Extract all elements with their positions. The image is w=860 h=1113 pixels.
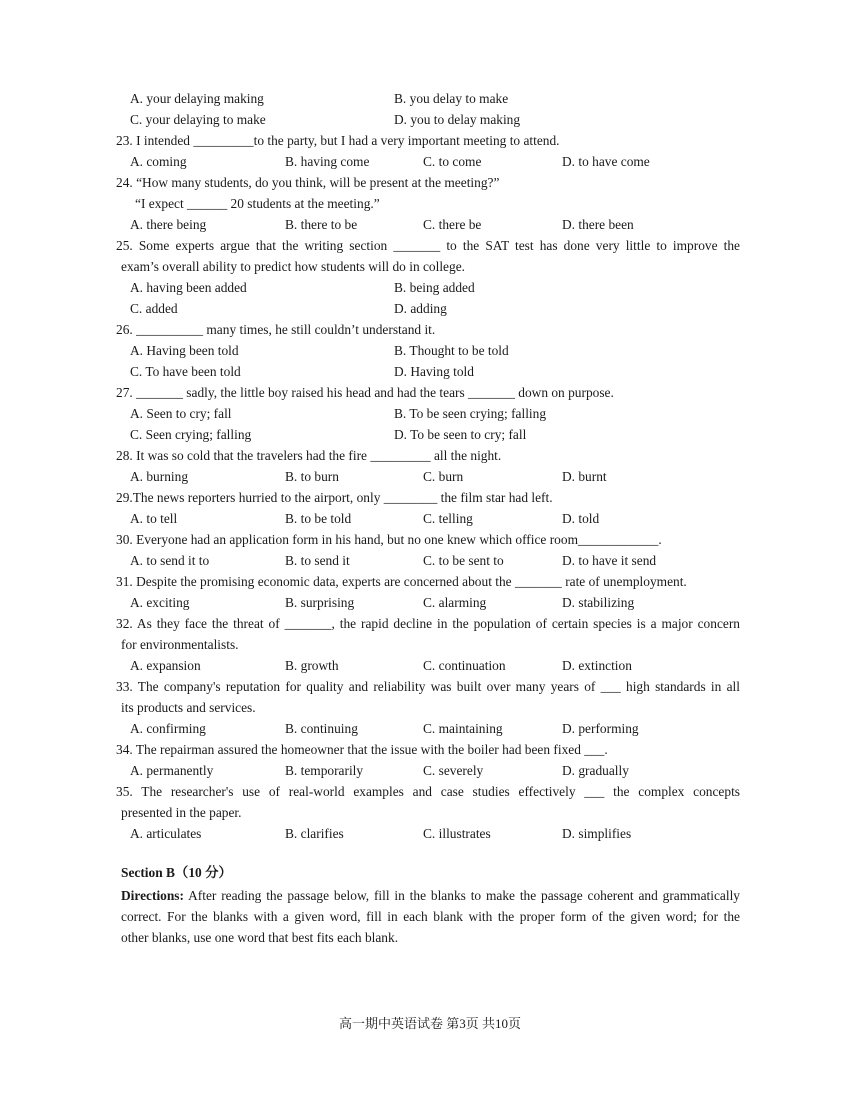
- q28-option-b: B. to burn: [285, 469, 339, 484]
- q24-option-a: A. there being: [130, 217, 207, 232]
- q22-option-d: D. you to delay making: [394, 112, 521, 127]
- q28-option-a: A. burning: [130, 469, 189, 484]
- q23-option-c: C. to come: [423, 154, 482, 169]
- q33-option-d: D. performing: [562, 721, 639, 736]
- section-b-directions-line-3: other blanks, use one word that best fits each blank.: [121, 930, 399, 945]
- q24-option-c: C. there be: [423, 217, 482, 232]
- directions-text-1: After reading the passage below, fill in the blanks to make the passage coherent and grammatically: [183, 888, 740, 903]
- q23-option-a: A. coming: [130, 154, 187, 169]
- q35-option-b: B. clarifies: [285, 826, 344, 841]
- q23-option-d: D. to have come: [562, 154, 650, 169]
- q35-option-a: A. articulates: [130, 826, 202, 841]
- q31-option-d: D. stabilizing: [562, 595, 635, 610]
- q23-stem: 23. I intended _________to the party, but I had a very important meeting to attend.: [116, 133, 560, 148]
- q32-option-a: A. expansion: [130, 658, 201, 673]
- q22-option-c: C. your delaying to make: [130, 112, 266, 127]
- q23-option-b: B. having come: [285, 154, 370, 169]
- q29-stem: 29.The news reporters hurried to the airport, only ________ the film star had left.: [116, 490, 553, 505]
- q32-option-c: C. continuation: [423, 658, 506, 673]
- q35-stem-cont: presented in the paper.: [121, 805, 242, 820]
- section-b-directions-line-1: [121, 888, 740, 904]
- q33-option-c: C. maintaining: [423, 721, 503, 736]
- q26-option-a: A. Having been told: [130, 343, 239, 358]
- q35-stem: 35. The researcher's use of real-world examples and case studies effectively ___ the complex concepts: [116, 784, 740, 799]
- q28-stem: 28. It was so cold that the travelers had the fire _________ all the night.: [116, 448, 502, 463]
- q33-option-b: B. continuing: [285, 721, 358, 736]
- section-b-directions-line-2: correct. For the blanks with a given word, fill in each blank with the proper form of the given word; for the: [121, 909, 740, 924]
- q29-option-b: B. to be told: [285, 511, 352, 526]
- q30-option-d: D. to have it send: [562, 553, 657, 568]
- q28-option-c: C. burn: [423, 469, 464, 484]
- q34-option-d: D. gradually: [562, 763, 629, 778]
- q34-option-c: C. severely: [423, 763, 484, 778]
- q26-stem: 26. __________ many times, he still couldn’t understand it.: [116, 322, 436, 337]
- q26-option-b: B. Thought to be told: [394, 343, 509, 358]
- q24-stem: 24. “How many students, do you think, will be present at the meeting?”: [116, 175, 500, 190]
- q31-stem: 31. Despite the promising economic data, experts are concerned about the _______ rate of unemployment.: [116, 574, 687, 589]
- q32-option-b: B. growth: [285, 658, 339, 673]
- q30-option-c: C. to be sent to: [423, 553, 504, 568]
- q28-option-d: D. burnt: [562, 469, 607, 484]
- q34-option-a: A. permanently: [130, 763, 214, 778]
- q33-option-a: A. confirming: [130, 721, 206, 736]
- q30-option-b: B. to send it: [285, 553, 350, 568]
- q33-stem: 33. The company's reputation for quality and reliability was built over many years of ___ high standards in all: [116, 679, 740, 694]
- q26-option-c: C. To have been told: [130, 364, 241, 379]
- page-footer: 高一期中英语试卷 第3页 共10页: [338, 1016, 521, 1031]
- q26-option-d: D. Having told: [394, 364, 474, 379]
- q30-option-a: A. to send it to: [130, 553, 210, 568]
- q35-option-c: C. illustrates: [423, 826, 491, 841]
- q32-stem-cont: for environmentalists.: [121, 637, 239, 652]
- q27-option-d: D. To be seen to cry; fall: [394, 427, 527, 442]
- q34-stem: 34. The repairman assured the homeowner that the issue with the boiler had been fixed ___.: [116, 742, 608, 757]
- section-b-title: Section B（10 分）: [121, 865, 232, 880]
- q34-option-b: B. temporarily: [285, 763, 364, 778]
- q22-option-b: B. you delay to make: [394, 91, 509, 106]
- q27-option-b: B. To be seen crying; falling: [394, 406, 547, 421]
- directions-label: Directions:: [121, 888, 184, 903]
- q29-option-d: D. told: [562, 511, 600, 526]
- q31-option-c: C. alarming: [423, 595, 487, 610]
- q27-stem: 27. _______ sadly, the little boy raised his head and had the tears _______ down on purpose.: [116, 385, 614, 400]
- q25-stem-cont: exam’s overall ability to predict how students will do in college.: [121, 259, 465, 274]
- q27-option-c: C. Seen crying; falling: [130, 427, 252, 442]
- q32-option-d: D. extinction: [562, 658, 632, 673]
- q25-option-c: C. added: [130, 301, 178, 316]
- q25-option-b: B. being added: [394, 280, 475, 295]
- q25-stem: 25. Some experts argue that the writing section _______ to the SAT test has done very little to improve the: [116, 238, 740, 253]
- q33-stem-cont: its products and services.: [121, 700, 256, 715]
- q24-option-b: B. there to be: [285, 217, 358, 232]
- q29-option-a: A. to tell: [130, 511, 178, 526]
- q24-stem-reply: “I expect ______ 20 students at the meeting.”: [135, 196, 380, 211]
- q27-option-a: A. Seen to cry; fall: [130, 406, 232, 421]
- q31-option-b: B. surprising: [285, 595, 355, 610]
- q24-option-d: D. there been: [562, 217, 634, 232]
- q25-option-d: D. adding: [394, 301, 447, 316]
- q29-option-c: C. telling: [423, 511, 473, 526]
- q25-option-a: A. having been added: [130, 280, 247, 295]
- q32-stem: 32. As they face the threat of _______, the rapid decline in the population of certain species is a major concern: [116, 616, 740, 631]
- q31-option-a: A. exciting: [130, 595, 190, 610]
- q30-stem: 30. Everyone had an application form in his hand, but no one knew which office room____________.: [116, 532, 662, 547]
- q35-option-d: D. simplifies: [562, 826, 632, 841]
- q22-option-a: A. your delaying making: [130, 91, 264, 106]
